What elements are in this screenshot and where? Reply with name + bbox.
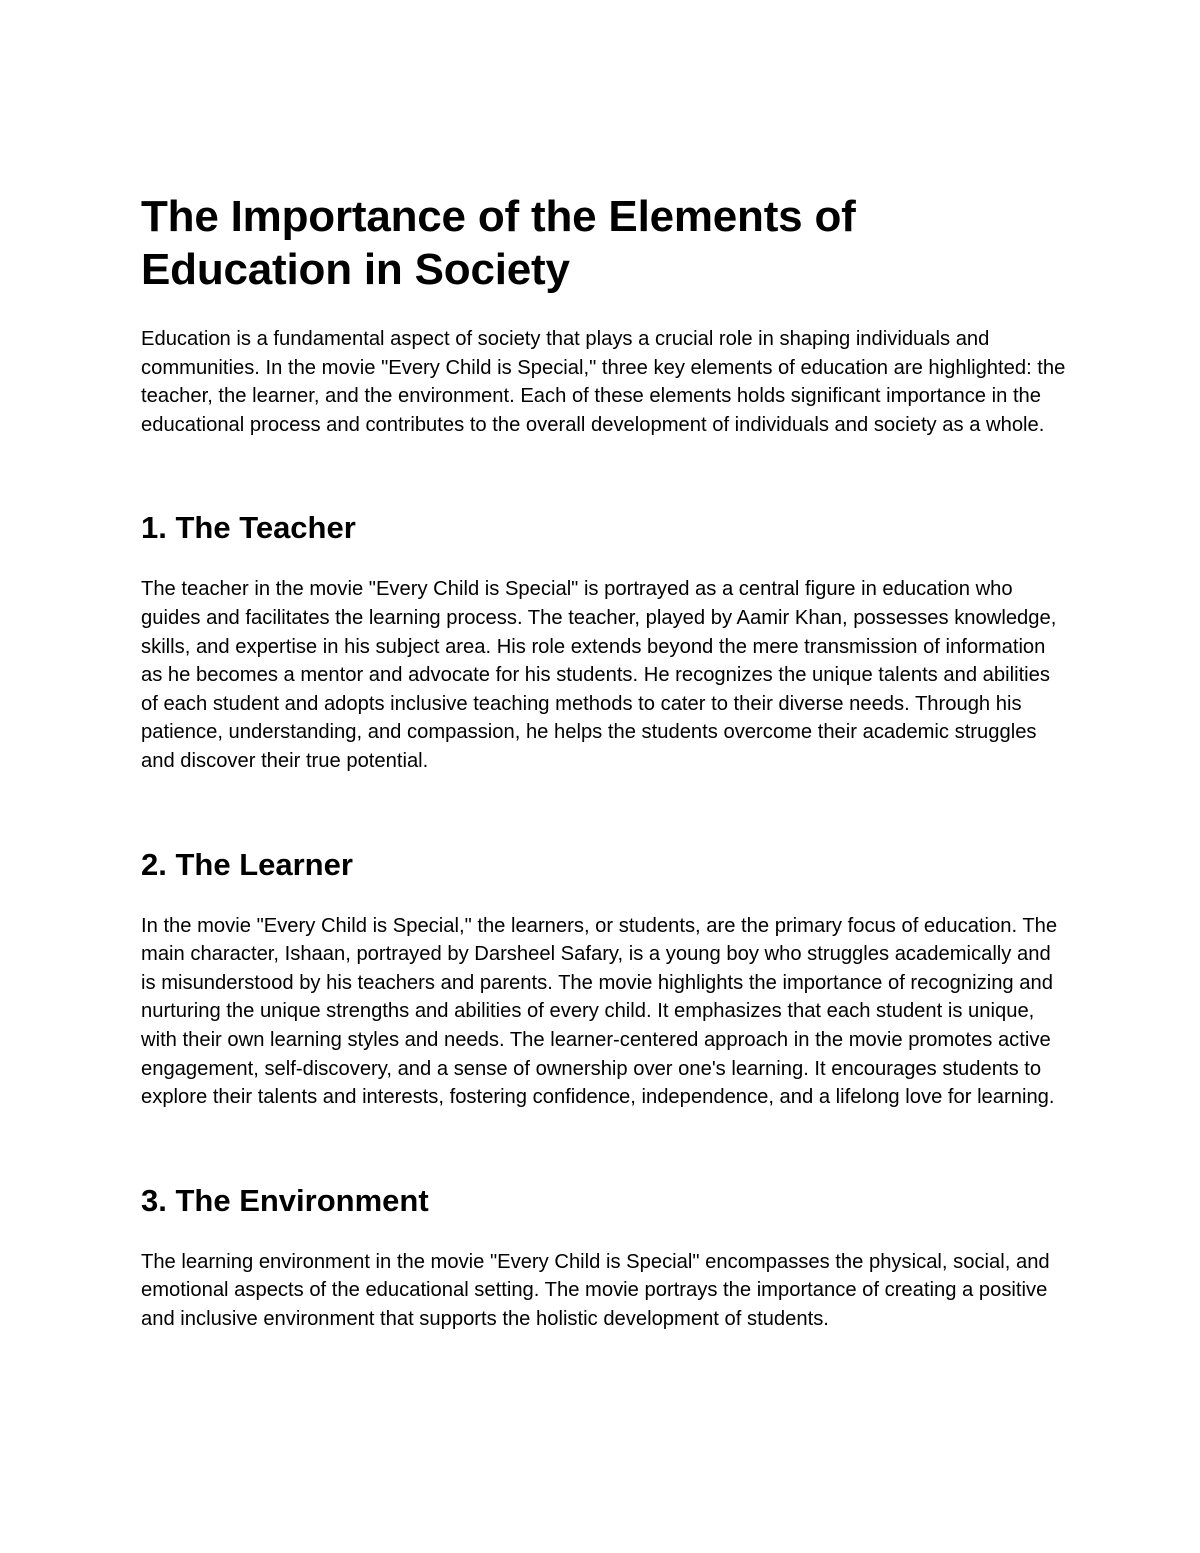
section-heading-teacher: 1. The Teacher (141, 510, 356, 546)
section-heading-environment: 3. The Environment (141, 1182, 429, 1218)
section-body-learner: In the movie "Every Child is Special," the learners, or students, are the primary focus of education. The main character, Ishaan, portrayed by Darsheel Safary, is a young boy who struggles academically and is misunderstood by his teachers and parents. The movie highlights the importance of recognizing and nurturing the unique strengths and abilities of every child. It emphasizes that each student is unique, with their own learning styles and needs. The learner-centered approach in the movie promotes active engagement, self-discovery, and a sense of ownership over one's learning. It encourages students to explore their talents and interests, fostering confidence, independence, and a lifelong love for learning. (141, 914, 1058, 1109)
section-body-teacher: The teacher in the movie "Every Child is Special" is portrayed as a central figure in education who guides and facilitates the learning process. The teacher, played by Aamir Khan, possesses knowledge, skills, and expertise in his subject area. His role extends beyond the mere transmission of information as he becomes a mentor and advocate for his students. He recognizes the unique talents and abilities of each student and adopts inclusive teaching methods to cater to their diverse needs. Through his patience, understanding, and compassion, he helps the students overcome their academic struggles and discover their true potential. (141, 578, 1057, 772)
document-title: The Importance of the Elements of Education in Society (141, 192, 856, 294)
section-heading-learner: 2. The Learner (141, 846, 353, 882)
document-page (141, 190, 1066, 1333)
intro-paragraph: Education is a fundamental aspect of society that plays a crucial role in shaping individuals and communities. In the movie "Every Child is Special," three key elements of education are highlighted: the teacher, the learner, and the environment. Each of these elements holds significant importance in the educational process and contributes to the overall development of individuals and society as a whole. (141, 328, 1066, 436)
section-body-environment: The learning environment in the movie "Every Child is Special" encompasses the physical, social, and emotional aspects of the educational setting. The movie portrays the importance of creating a positive and inclusive environment that supports the holistic development of students. (141, 1250, 1050, 1330)
